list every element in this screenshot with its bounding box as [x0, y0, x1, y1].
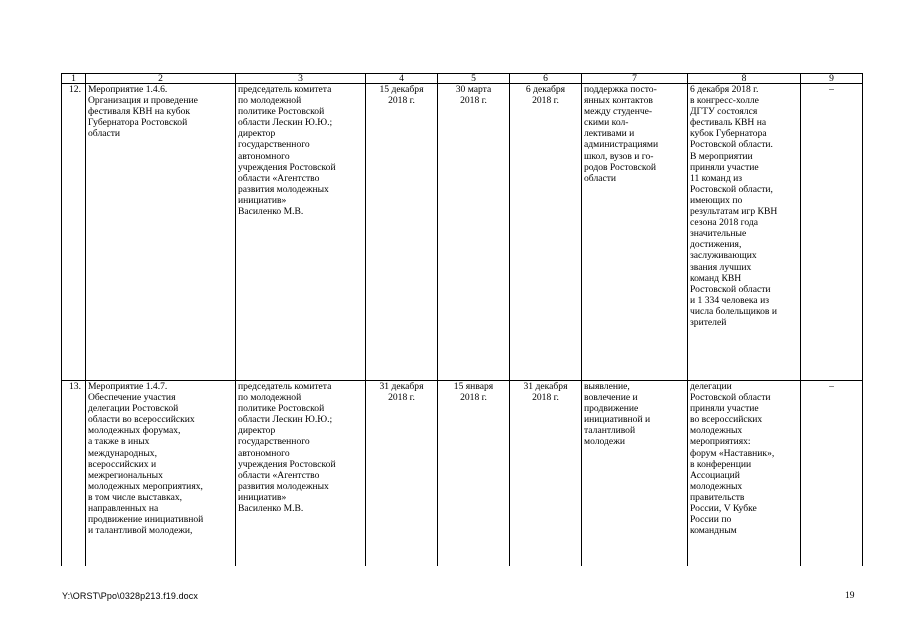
notes: –: [801, 381, 863, 567]
column-number-row: [62, 74, 863, 84]
table-row: [62, 381, 863, 567]
file-path: Y:\ORST\Ppo\0328p213.f19.docx: [62, 591, 198, 601]
row-number: 13.: [62, 381, 86, 567]
event-description: Мероприятие 1.4.7. Обеспечение участия делегации Ростовской области во всероссийских молодежных форумах, а также в иных международных, всероссийских и межрегиональных молодежных мероприятиях, в том числе выставках, направленных на продвижение инициативной и талантливой молодежи,: [86, 381, 236, 567]
planned-end-date: 30 марта 2018 г.: [438, 84, 510, 381]
column-number: 7: [582, 74, 688, 84]
planned-start-date: 15 декабря 2018 г.: [366, 84, 438, 381]
column-number: 6: [510, 74, 582, 84]
responsible-persons: председатель комитета по молодежной политике Ростовской области Лескин Ю.Ю.; директор государственного автономного учреждения Ростовской области «Агентство развития молодежных инициатив» Василенко М.В.: [236, 84, 366, 381]
expected-result: выявление, вовлечение и продвижение инициативной и талантливой молодежи: [582, 381, 688, 567]
actual-date: 6 декабря 2018 г.: [510, 84, 582, 381]
actual-date: 31 декабря 2018 г.: [510, 381, 582, 567]
column-number: 3: [236, 74, 366, 84]
page-number: 19: [845, 591, 855, 601]
table-row: [62, 84, 863, 381]
planned-start-date: 31 декабря 2018 г.: [366, 381, 438, 567]
event-description: Мероприятие 1.4.6. Организация и проведение фестиваля КВН на кубок Губернатора Ростовской области: [86, 84, 236, 381]
column-number: 5: [438, 74, 510, 84]
report-table: [61, 73, 863, 566]
column-number: 8: [688, 74, 801, 84]
notes: –: [801, 84, 863, 381]
column-number: 9: [801, 74, 863, 84]
column-number: 1: [62, 74, 86, 84]
responsible-persons: председатель комитета по молодежной политике Ростовской области Лескин Ю.Ю.; директор государственного автономного учреждения Ростовской области «Агентство развития молодежных инициатив» Василенко М.В.: [236, 381, 366, 567]
actual-result: 6 декабря 2018 г. в конгресс-холле ДГТУ состоялся фестиваль КВН на кубок Губернатора Ростовской области. В мероприятии приняли участие 11 команд из Ростовской области, имеющих по результатам игр КВН сезона 2018 года значительные достижения, заслуживающих звания лучших команд КВН Ростовской области и 1 334 человека из числа болельщиков и зрителей: [688, 84, 801, 381]
column-number: 2: [86, 74, 236, 84]
row-number: 12.: [62, 84, 86, 381]
planned-end-date: 15 января 2018 г.: [438, 381, 510, 567]
column-number: 4: [366, 74, 438, 84]
actual-result: делегации Ростовской области приняли участие во всероссийских молодежных мероприятиях: форум «Наставник», в конференции Ассоциаций молодежных правительств России, V Кубке России по командным: [688, 381, 801, 567]
expected-result: поддержка посто- янных контактов между студенче- скими кол- лективами и администрациями школ, вузов и го- родов Ростовской области: [582, 84, 688, 381]
